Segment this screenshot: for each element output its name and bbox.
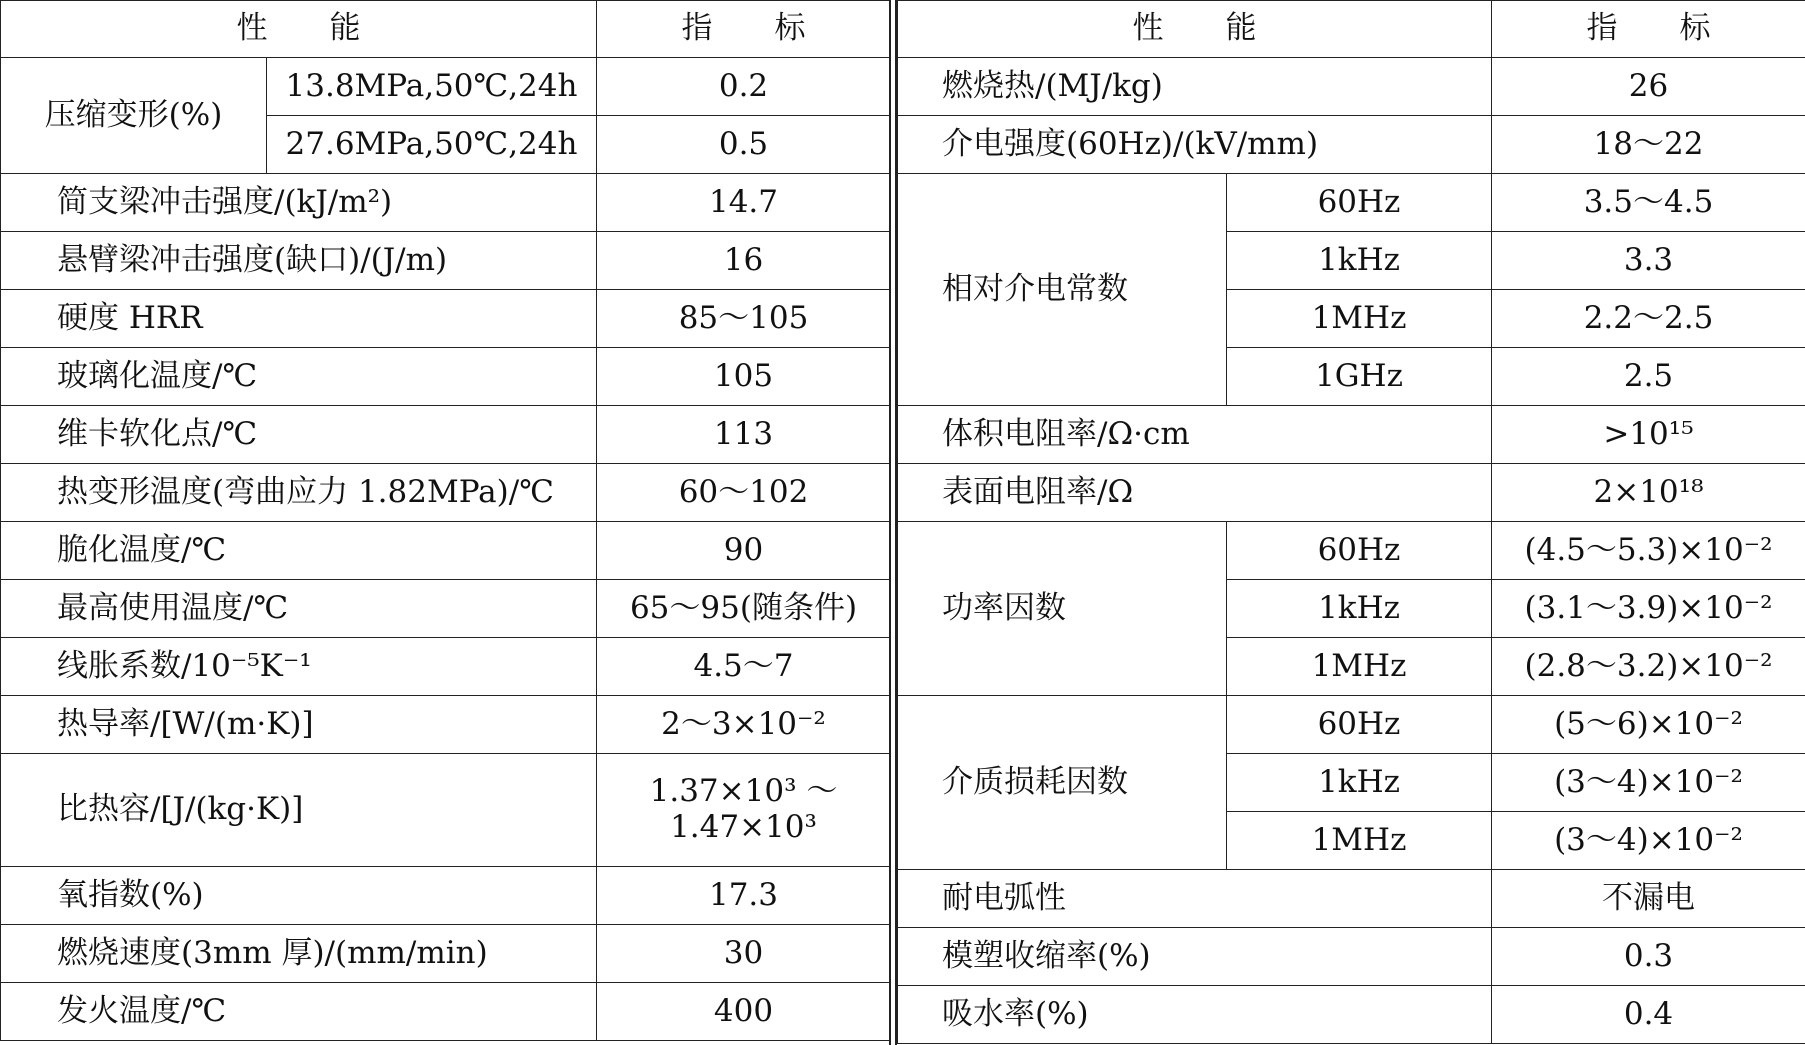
power-factor-label: 功率因数	[898, 522, 1227, 696]
header-index: 指 标	[597, 1, 891, 58]
property-cell: 耐电弧性	[898, 870, 1492, 928]
freq-cell: 1MHz	[1227, 290, 1492, 348]
right-table	[897, 0, 1805, 1044]
property-cell: 热导率/[W/(m·K)]	[1, 696, 597, 754]
table-row	[1, 348, 891, 406]
value-cell: (2.8～3.2)×10⁻²	[1492, 638, 1805, 696]
value-cell: 113	[597, 406, 891, 464]
property-cell: 热变形温度(弯曲应力 1.82MPa)/℃	[1, 464, 597, 522]
value-cell: 不漏电	[1492, 870, 1805, 928]
table-row	[898, 522, 1805, 580]
value-cell: 18～22	[1492, 116, 1805, 174]
header-row	[1, 1, 891, 58]
property-cell: 维卡软化点/℃	[1, 406, 597, 464]
value-cell: (4.5～5.3)×10⁻²	[1492, 522, 1805, 580]
value-cell: 400	[597, 983, 891, 1041]
value-cell: 2～3×10⁻²	[597, 696, 891, 754]
compression-label: 压缩变形(%)	[1, 58, 267, 174]
value-cell: >10¹⁵	[1492, 406, 1805, 464]
value-cell: 4.5～7	[597, 638, 891, 696]
value-cell: (5～6)×10⁻²	[1492, 696, 1805, 754]
value-cell: 0.4	[1492, 986, 1805, 1044]
property-cell: 玻璃化温度/℃	[1, 348, 597, 406]
freq-cell: 1kHz	[1227, 232, 1492, 290]
freq-cell: 1MHz	[1227, 638, 1492, 696]
table-row	[898, 58, 1805, 116]
freq-cell: 60Hz	[1227, 696, 1492, 754]
value-cell: 2×10¹⁸	[1492, 464, 1805, 522]
value-cell: 2.2～2.5	[1492, 290, 1805, 348]
property-cell: 线胀系数/10⁻⁵K⁻¹	[1, 638, 597, 696]
value-cell: (3.1～3.9)×10⁻²	[1492, 580, 1805, 638]
property-cell: 体积电阻率/Ω·cm	[898, 406, 1492, 464]
value-cell: 60～102	[597, 464, 891, 522]
compression-value: 0.2	[597, 58, 891, 116]
value-cell: 16	[597, 232, 891, 290]
value-cell: (3～4)×10⁻²	[1492, 812, 1805, 870]
compression-condition: 27.6MPa,50℃,24h	[267, 116, 597, 174]
property-cell: 硬度 HRR	[1, 290, 597, 348]
property-cell: 最高使用温度/℃	[1, 580, 597, 638]
table-row	[1, 522, 891, 580]
table-row	[1, 406, 891, 464]
table-row	[898, 174, 1805, 232]
table-row	[1, 754, 891, 867]
table-row	[1, 58, 891, 116]
property-cell: 氧指数(%)	[1, 867, 597, 925]
property-cell: 发火温度/℃	[1, 983, 597, 1041]
value-line: 1.37×10³ ～	[649, 773, 838, 810]
table-row	[898, 116, 1805, 174]
freq-cell: 60Hz	[1227, 174, 1492, 232]
property-cell: 悬臂梁冲击强度(缺口)/(J/m)	[1, 232, 597, 290]
table-row	[898, 928, 1805, 986]
value-cell: 17.3	[597, 867, 891, 925]
value-cell: (3～4)×10⁻²	[1492, 754, 1805, 812]
compression-value: 0.5	[597, 116, 891, 174]
value-cell: 26	[1492, 58, 1805, 116]
table-row	[898, 464, 1805, 522]
value-cell: 3.5～4.5	[1492, 174, 1805, 232]
table-row	[898, 870, 1805, 928]
value-cell: 2.5	[1492, 348, 1805, 406]
value-cell: 3.3	[1492, 232, 1805, 290]
property-cell: 比热容/[J/(kg·K)]	[1, 754, 597, 867]
property-cell: 脆化温度/℃	[1, 522, 597, 580]
value-cell: 0.3	[1492, 928, 1805, 986]
property-cell: 简支梁冲击强度/(kJ/m²)	[1, 174, 597, 232]
table-row	[898, 696, 1805, 754]
property-cell: 表面电阻率/Ω	[898, 464, 1492, 522]
table-row	[898, 406, 1805, 464]
table-row	[1, 983, 891, 1041]
freq-cell: 60Hz	[1227, 522, 1492, 580]
freq-cell: 1kHz	[1227, 580, 1492, 638]
table-row	[1, 464, 891, 522]
loss-factor-label: 介质损耗因数	[898, 696, 1227, 870]
freq-cell: 1GHz	[1227, 348, 1492, 406]
value-cell: 65～95(随条件)	[597, 580, 891, 638]
compression-condition: 13.8MPa,50℃,24h	[267, 58, 597, 116]
value-cell: 90	[597, 522, 891, 580]
left-table	[0, 0, 891, 1041]
table-row	[898, 986, 1805, 1044]
property-cell: 燃烧速度(3mm 厚)/(mm/min)	[1, 925, 597, 983]
property-cell: 介电强度(60Hz)/(kV/mm)	[898, 116, 1492, 174]
value-cell	[597, 754, 891, 867]
property-cell: 燃烧热/(MJ/kg)	[898, 58, 1492, 116]
value-cell: 105	[597, 348, 891, 406]
dielectric-constant-label: 相对介电常数	[898, 174, 1227, 406]
header-property: 性 能	[898, 1, 1492, 58]
header-property: 性 能	[1, 1, 597, 58]
header-index: 指 标	[1492, 1, 1805, 58]
table-row	[1, 174, 891, 232]
table-row	[1, 925, 891, 983]
header-row	[898, 1, 1805, 58]
property-cell: 吸水率(%)	[898, 986, 1492, 1044]
value-cell: 14.7	[597, 174, 891, 232]
value-line: 1.47×10³	[670, 809, 817, 845]
property-cell: 模塑收缩率(%)	[898, 928, 1492, 986]
value-cell: 30	[597, 925, 891, 983]
column-divider	[889, 0, 897, 1045]
freq-cell: 1MHz	[1227, 812, 1492, 870]
table-row	[1, 290, 891, 348]
value-cell: 85～105	[597, 290, 891, 348]
table-row	[1, 232, 891, 290]
table-row	[1, 638, 891, 696]
table-row	[1, 867, 891, 925]
table-row	[1, 580, 891, 638]
freq-cell: 1kHz	[1227, 754, 1492, 812]
table-row	[1, 696, 891, 754]
